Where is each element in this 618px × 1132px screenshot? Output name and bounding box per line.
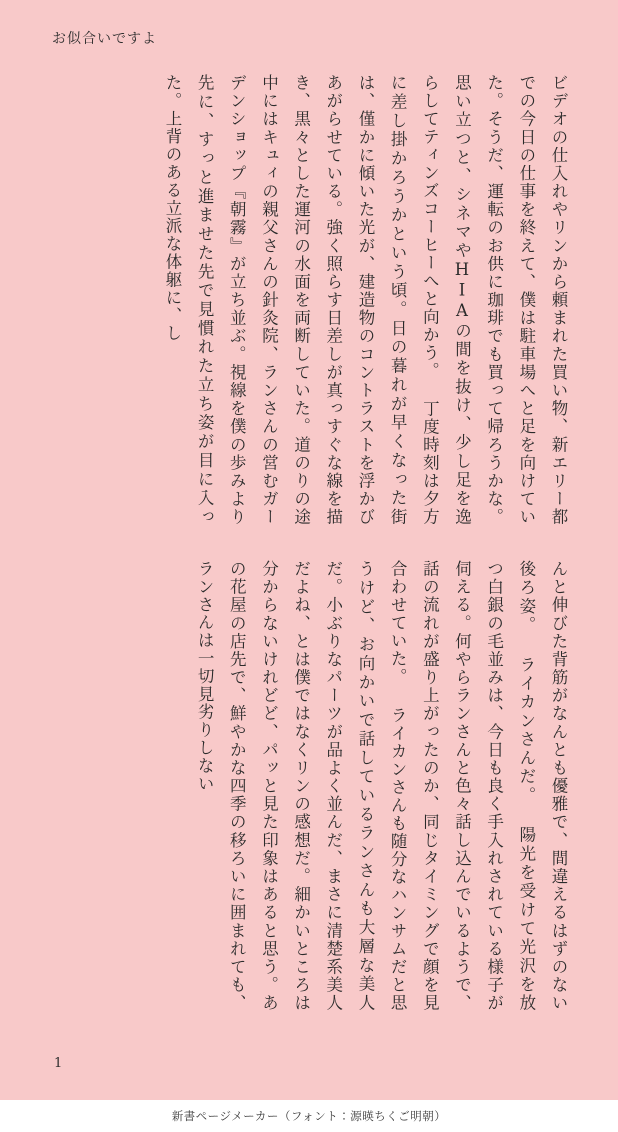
footer-credit: 新書ページメーカー（フォント：源暎ちくご明朝） (0, 1100, 618, 1132)
page-number: 1 (54, 1056, 63, 1071)
body-text-upper: ビデオの仕入れやリンから頼まれた買い物、新エリー都での今日の仕事を終えて、僕は駐車場へと足を向けていた。そうだ、運転のお供に珈琲でも買って帰ろうかな。思い立つと、シネマやHIAの間を抜け、少し足を逸らしてティンズコーヒーへと向かう。 丁度時刻は夕方に差し掛かろうかという頃。日の暮れが早くなった街は、僅かに傾いた光が、建造物のコントラストを浮かびあがらせている。強く照らす日差しが真っすぐな線を描き、黒々とした運河の水面を両断していた。道のりの途中にはキュィの親父さんの針灸院、ランさんの営むガーデンショップ『朝霧』が立ち並ぶ。視線を僕の歩みより先に、すっと進ませた先で見慣れた立ち姿が目に入った。上背のある立派な体躯に、し (162, 74, 568, 526)
page-title: お似合いですよ (52, 31, 157, 47)
body-text-lower: んと伸びた背筋がなんとも優雅で、間違えるはずのない後ろ姿。 ライカンさんだ。 陽光を受けて光沢を放つ白銀の毛並みは、今日も良く手入れされている様子が伺える。何やらランさんと色々話し込んでいるようで、話の流れが盛り上がったのか、同じタイミングで顔を見合わせていた。 ライカンさんも随分なハンサムだと思うけど、お向かいで話しているランさんも大層な美人だ。小ぶりなパーツが品よく並んだ、まさに清楚系美人だよね、とは僕ではなくリンの感想だ。細かいところは分からないけれどど、パッと見た印象はあると思う。あの花屋の店先で、鮮やかな四季の移ろいに囲まれても、ランさんは一切見劣りしない (195, 560, 568, 1012)
